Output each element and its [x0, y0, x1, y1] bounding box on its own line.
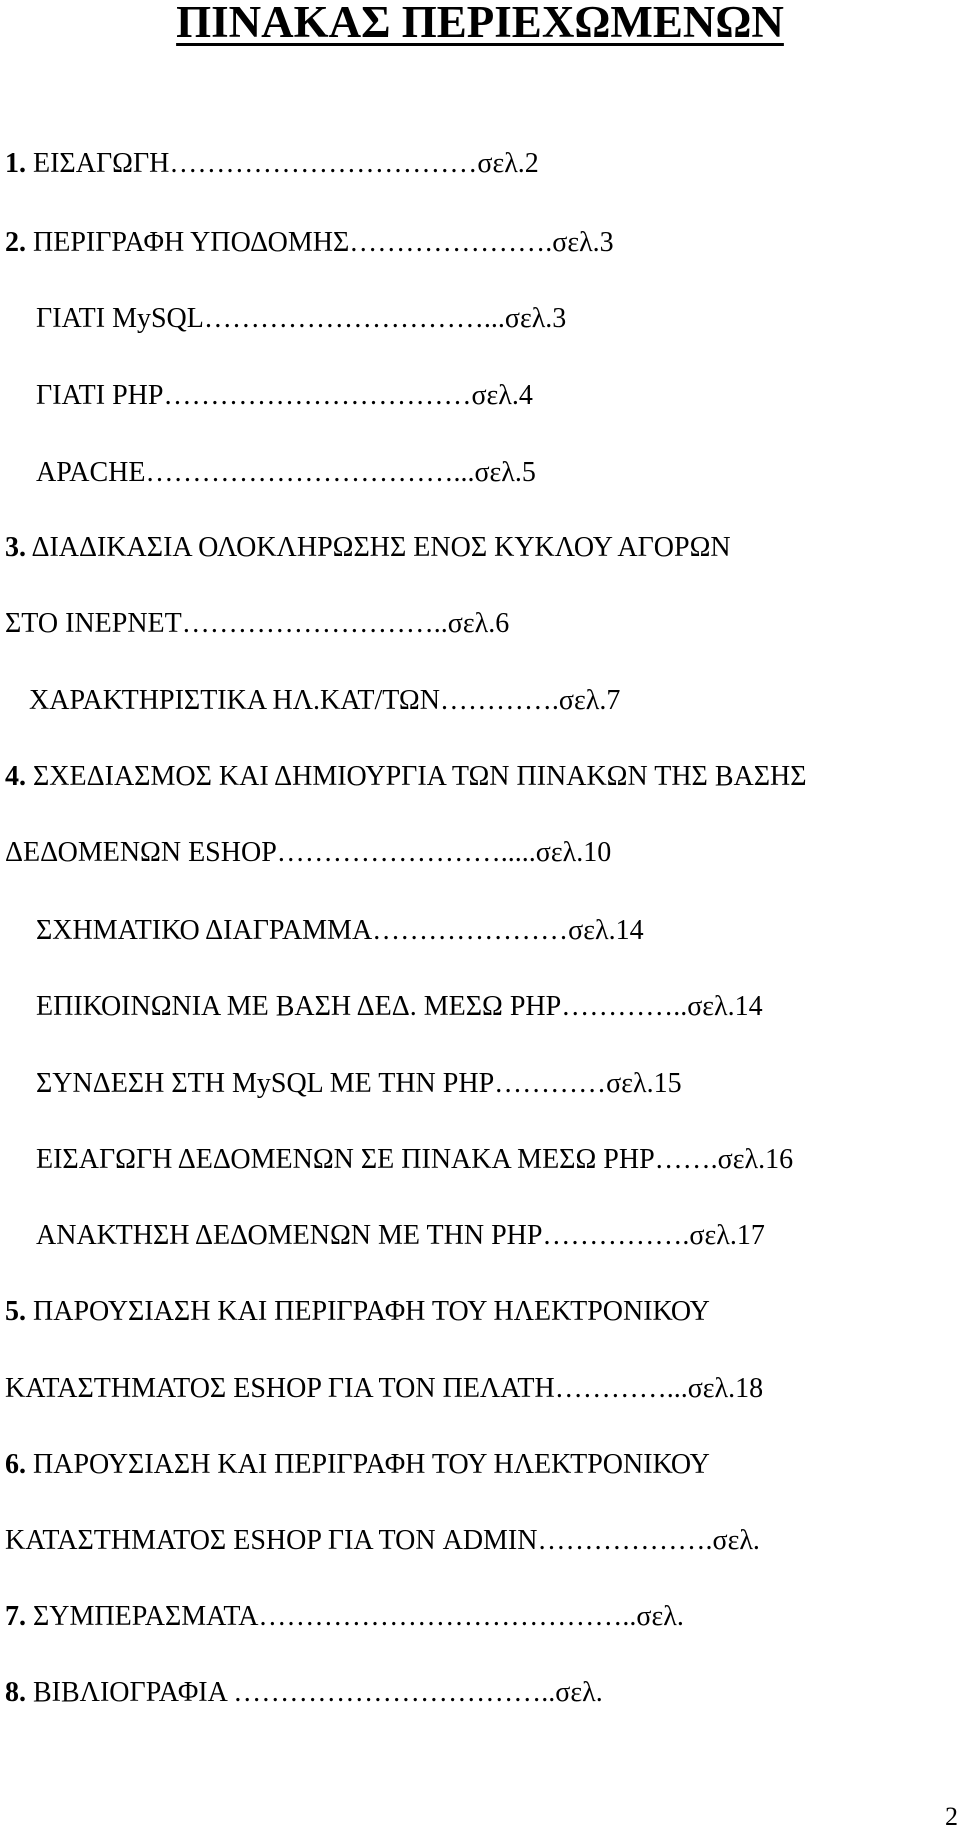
toc-entry	[36, 1219, 765, 1253]
page-number: 2	[945, 1802, 958, 1831]
toc-text: ΑΝΑΚΤΗΣΗ ΔΕΔΟΜΕΝΩΝ ΜΕ ΤΗΝ PHP…………….σελ.17	[36, 1220, 765, 1251]
toc-number: 1.	[5, 148, 26, 179]
toc-entry	[5, 836, 611, 870]
toc-text: ΕΠΙΚΟΙΝΩΝΙΑ ΜΕ ΒΑΣΗ ΔΕΔ. ΜΕΣΩ PHP…………..σελ.14	[36, 991, 763, 1022]
toc-entry	[5, 1372, 763, 1406]
toc-entry	[5, 147, 539, 181]
toc-number: 3.	[5, 532, 26, 563]
toc-entry	[36, 1143, 793, 1177]
toc-entry	[5, 1600, 684, 1634]
toc-number: 4.	[5, 761, 26, 792]
toc-text: ΠΑΡΟΥΣΙΑΣΗ ΚΑΙ ΠΕΡΙΓΡΑΦΗ ΤΟΥ ΗΛΕΚΤΡΟΝΙΚΟΥ	[26, 1296, 710, 1327]
toc-text: ΣΥΝΔΕΣΗ ΣΤΗ MySQL ΜΕ ΤΗΝ PHP…………σελ.15	[36, 1068, 682, 1099]
toc-entry	[29, 684, 620, 718]
toc-number: 6.	[5, 1449, 26, 1480]
toc-entry	[5, 1524, 760, 1558]
toc-entry	[5, 760, 807, 794]
toc-entry	[36, 379, 533, 413]
toc-text: ΣΧΗΜΑΤΙΚΟ ΔΙΑΓΡΑΜΜΑ…………………σελ.14	[36, 915, 644, 946]
toc-text: ΓΙΑΤΙ MySQL…………………………...σελ.3	[36, 303, 567, 334]
toc-entry	[36, 1067, 682, 1101]
toc-text: ΣΥΜΠΕΡΑΣΜΑΤΑ…………………………………..σελ.	[26, 1601, 684, 1632]
toc-text: ΕΙΣΑΓΩΓΗ ΔΕΔΟΜΕΝΩΝ ΣΕ ΠΙΝΑΚΑ ΜΕΣΩ PHP…….σελ.16	[36, 1144, 794, 1175]
toc-entry	[36, 914, 644, 948]
toc-text: ΧΑΡΑΚΤΗΡΙΣΤΙΚΑ ΗΛ.ΚΑΤ/ΤΩΝ………….σελ.7	[29, 685, 621, 716]
page-title: ΠΙΝΑΚΑΣ ΠΕΡΙΕΧΩΜΕΝΩΝ	[176, 0, 784, 47]
toc-entry	[5, 226, 614, 260]
toc-entry	[5, 1295, 710, 1329]
toc-number: 8.	[5, 1677, 26, 1708]
toc-entry	[36, 990, 763, 1024]
toc-number: 7.	[5, 1601, 26, 1632]
toc-text: ΠΑΡΟΥΣΙΑΣΗ ΚΑΙ ΠΕΡΙΓΡΑΦΗ ΤΟΥ ΗΛΕΚΤΡΟΝΙΚΟΥ	[26, 1449, 710, 1480]
toc-number: 5.	[5, 1296, 26, 1327]
toc-text: ΣΧΕΔΙΑΣΜΟΣ ΚΑΙ ΔΗΜΙΟΥΡΓΙΑ ΤΩΝ ΠΙΝΑΚΩΝ ΤΗΣ ΒΑΣΗΣ	[26, 761, 807, 792]
toc-text: ΒΙΒΛΙΟΓΡΑΦΙΑ ……………………………..σελ.	[26, 1677, 603, 1708]
toc-text: ΠΕΡΙΓΡΑΦΗ ΥΠΟΔΟΜΗΣ………………….σελ.3	[26, 227, 614, 258]
toc-text: ΔΙΑΔΙΚΑΣΙΑ ΟΛΟΚΛΗΡΩΣΗΣ ΕΝΟΣ ΚΥΚΛΟΥ ΑΓΟΡΩΝ	[26, 532, 731, 563]
toc-entry	[5, 607, 509, 641]
toc-entry	[5, 531, 731, 565]
toc-entry	[5, 1448, 710, 1482]
toc-number: 2.	[5, 227, 26, 258]
toc-text: ΓΙΑΤΙ PHP……………………………σελ.4	[36, 380, 533, 411]
toc-text: ΣΤΟ ΙΝΕΡΝΕΤ………………………..σελ.6	[5, 608, 510, 639]
toc-text: ΚΑΤΑΣΤΗΜΑΤΟΣ ESHOP ΓΙΑ ΤΟΝ ADMIN……………….σελ.	[5, 1525, 760, 1556]
toc-text: ΕΙΣΑΓΩΓΗ……………………………σελ.2	[26, 148, 539, 179]
toc-text: APACHE……………………………...σελ.5	[36, 457, 536, 488]
toc-text: ΔΕΔΟΜΕΝΩΝ ESHOP…………………….....σελ.10	[5, 837, 612, 868]
toc-entry	[36, 302, 566, 336]
toc-entry	[5, 1676, 603, 1710]
toc-text: ΚΑΤΑΣΤΗΜΑΤΟΣ ESHOP ΓΙΑ ΤΟΝ ΠΕΛΑΤΗ…………...σελ.18	[5, 1373, 764, 1404]
toc-entry	[36, 456, 536, 490]
